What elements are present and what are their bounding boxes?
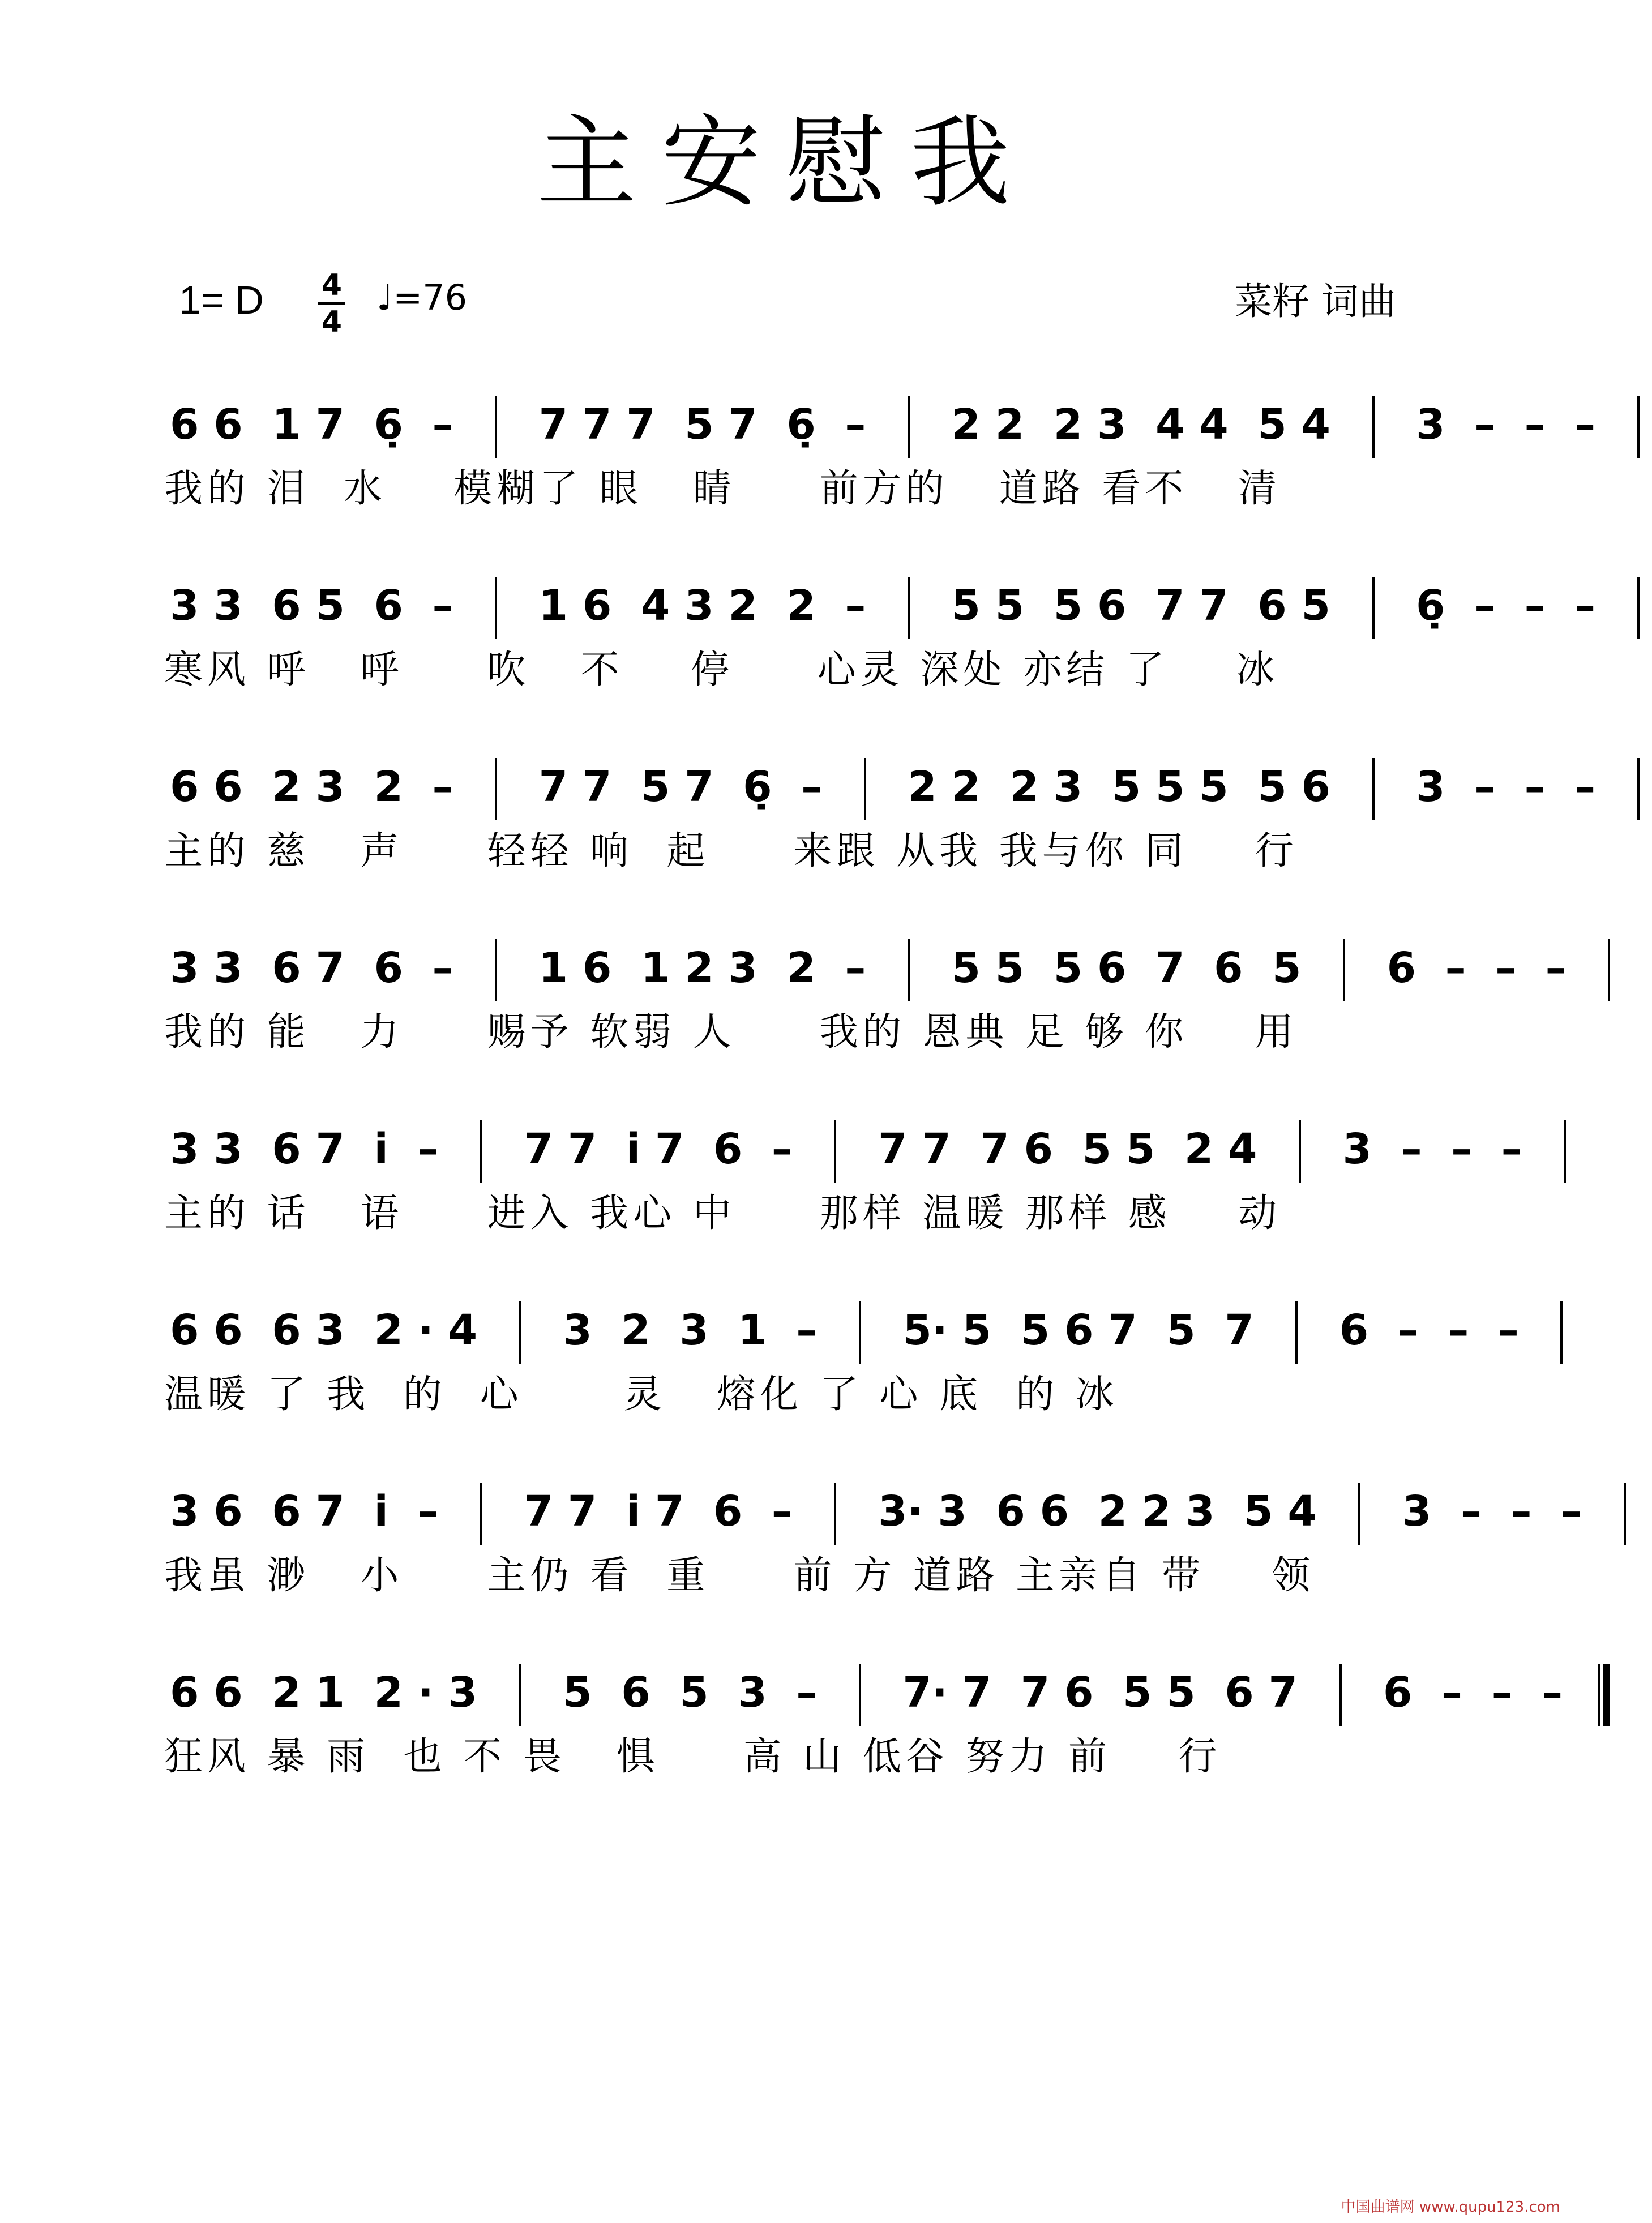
note-group: 7 7 7 5 7 6̣ –: [510, 400, 895, 449]
note-group: 5 5 5 6 7 7 6 5: [922, 581, 1360, 630]
note-group: 7 7 5 7 6̣ –: [510, 763, 851, 811]
note-group: 6 – – –: [1354, 1668, 1592, 1717]
note-group: 3· 3 6 6 2 2 3 5 4: [849, 1487, 1346, 1536]
lyrics-row: 主的 慈 声 轻轻 响 起 来跟 从我 我与你 同 行: [164, 829, 1298, 873]
barline: [1358, 1483, 1360, 1545]
key-signature: 1= D: [179, 278, 264, 322]
note-group: 5 5 5 6 7 6 5: [922, 944, 1331, 992]
note-group: 7 7 i 7 6 –: [494, 1125, 822, 1173]
notes-row: [170, 1115, 1552, 1183]
barline: [1637, 396, 1640, 458]
barline: [834, 1483, 836, 1545]
note-group: 6̣ – – –: [1386, 581, 1625, 630]
barline: [1299, 1120, 1301, 1183]
barline: [1637, 758, 1640, 820]
notes-row: [170, 753, 1625, 821]
song-title: 主安慰我: [536, 105, 1035, 221]
barline: [480, 1120, 482, 1183]
note-group: 1 6 1 2 3 2 –: [510, 944, 895, 992]
barline: [864, 758, 866, 820]
note-group: 3 3 6 5 6 –: [170, 581, 483, 630]
score-line: [0, 730, 1625, 873]
barline: [495, 396, 497, 458]
note-group: 3 – – –: [1373, 1487, 1611, 1536]
barline: [1608, 939, 1610, 1001]
barline: [519, 1301, 521, 1364]
score-line: [0, 1455, 1611, 1598]
notes-row: [170, 1659, 1592, 1727]
score-line: [0, 368, 1625, 511]
notes-row: [170, 1477, 1611, 1545]
barline: [519, 1664, 521, 1726]
note-group: 3 – – –: [1386, 400, 1625, 449]
lyrics-row: 温暖 了 我 的 心 灵 熔化 了 心 底 的 冰: [164, 1372, 1119, 1417]
barline: [1339, 1664, 1342, 1726]
note-group: 1 6 4 3 2 2 –: [510, 581, 895, 630]
score-line: [0, 549, 1625, 692]
note-group: 3 – – –: [1386, 763, 1625, 811]
note-group: 6 – – –: [1310, 1306, 1548, 1355]
notes-row: [170, 572, 1625, 640]
barline: [495, 939, 497, 1001]
note-group: 7 7 i 7 6 –: [494, 1487, 822, 1536]
lyrics-row: 我虽 渺 小 主仍 看 重 前 方 道路 主亲自 带 领: [164, 1553, 1315, 1598]
time-signature: [318, 268, 345, 339]
note-group: 7 7 7 6 5 5 2 4: [849, 1125, 1287, 1173]
barline: [1343, 939, 1345, 1001]
barline: [1372, 758, 1375, 820]
note-group: 3 6 6 7 i –: [170, 1487, 468, 1536]
notes-row: [170, 1296, 1548, 1364]
composer-credit: 菜籽 词曲: [1235, 280, 1396, 323]
barline: [908, 396, 910, 458]
barline: [859, 1664, 861, 1726]
barline: [1564, 1120, 1566, 1183]
barline: [1560, 1301, 1563, 1364]
time-signature-bottom: 4: [321, 305, 343, 339]
score-line: [0, 1274, 1572, 1417]
note-group: 6 6 1 7 6̣ –: [170, 400, 483, 449]
note-group: 3 2 3 1 –: [533, 1306, 846, 1355]
score-line: [0, 1093, 1572, 1236]
note-group: 3 – – –: [1313, 1125, 1552, 1173]
note-group: 7· 7 7 6 5 5 6 7: [873, 1668, 1327, 1717]
barline: [834, 1120, 836, 1183]
barline: [1637, 577, 1640, 639]
lyrics-row: 主的 话 语 进入 我心 中 那样 温暖 那样 感 动: [164, 1191, 1282, 1236]
notes-row: [170, 934, 1596, 1002]
barline: [1295, 1301, 1298, 1364]
barline: [1372, 396, 1375, 458]
barline: [908, 939, 910, 1001]
watermark: 中国曲谱网 www.qupu123.com: [1341, 2199, 1560, 2216]
lyrics-row: 我的 泪 水 模糊了 眼 睛 前方的 道路 看不 清: [164, 466, 1282, 511]
barline: [495, 577, 497, 639]
score-line: [0, 911, 1596, 1055]
note-group: 2 2 2 3 5 5 5 5 6: [878, 763, 1360, 811]
note-group: 2 2 2 3 4 4 5 4: [922, 400, 1360, 449]
lyrics-row: 我的 能 力 赐予 软弱 人 我的 恩典 足 够 你 用: [164, 1010, 1298, 1055]
final-barline: [1598, 1664, 1610, 1726]
tempo-mark: ♩=76: [376, 277, 468, 318]
lyrics-row: 寒风 呼 呼 吹 不 停 心灵 深处 亦结 了 冰: [164, 648, 1279, 692]
note-group: 5 6 5 3 –: [533, 1668, 846, 1717]
lyrics-row: 狂风 暴 雨 也 不 畏 惧 高 山 低谷 努力 前 行: [164, 1734, 1222, 1779]
note-group: 5· 5 5 6 7 5 7: [873, 1306, 1283, 1355]
barline: [908, 577, 910, 639]
note-group: 6 – – –: [1358, 944, 1596, 992]
note-group: 3 3 6 7 6 –: [170, 944, 483, 992]
notes-row: [170, 391, 1625, 459]
barline: [859, 1301, 861, 1364]
barline: [1372, 577, 1375, 639]
time-signature-top: 4: [321, 268, 343, 302]
note-group: 6 6 6 3 2 · 4: [170, 1306, 507, 1355]
note-group: 3 3 6 7 i –: [170, 1125, 468, 1173]
note-group: 6 6 2 1 2 · 3: [170, 1668, 507, 1717]
score-line: [0, 1636, 1592, 1779]
barline: [1624, 1483, 1626, 1545]
barline: [480, 1483, 482, 1545]
note-group: 6 6 2 3 2 –: [170, 763, 483, 811]
barline: [495, 758, 497, 820]
